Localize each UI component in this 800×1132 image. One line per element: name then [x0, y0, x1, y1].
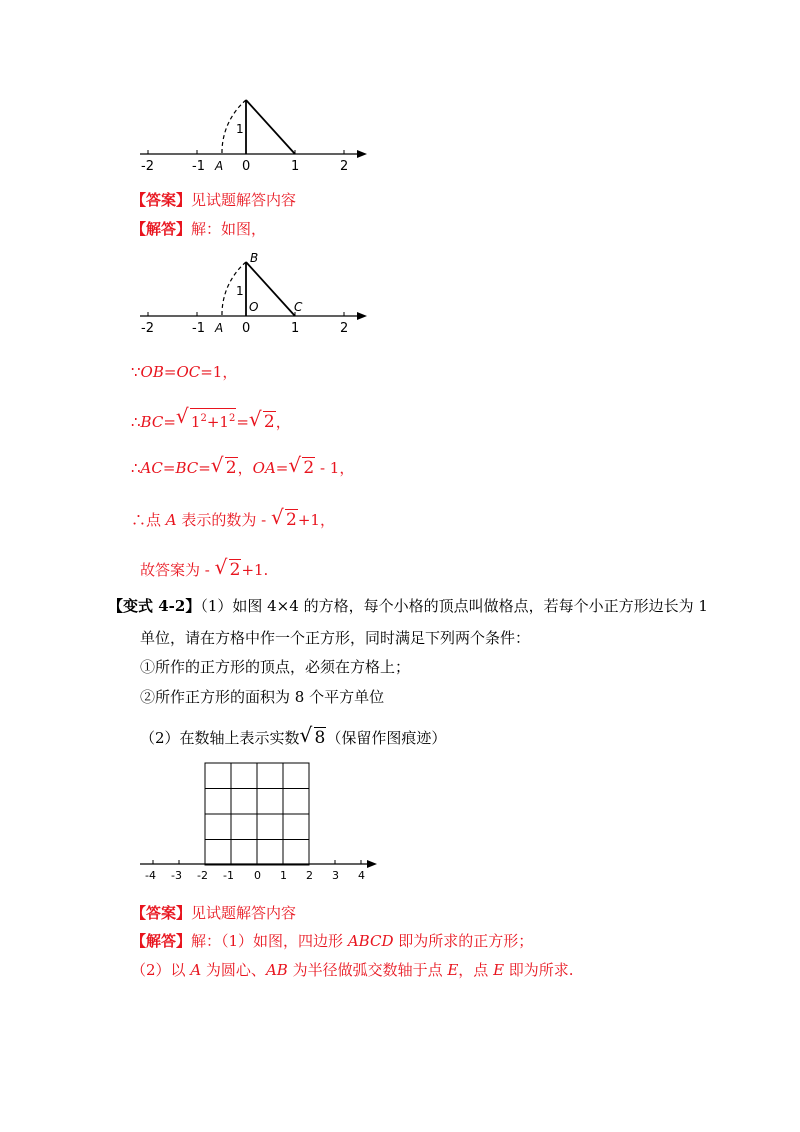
step-3: ∴AC=BC= √ 2，OA= √ 2 - 1， [131, 453, 355, 478]
tick-label: 1 [291, 321, 300, 336]
tick-label: -1 [192, 321, 205, 336]
sqrt-expression: √ 8 [299, 723, 326, 748]
variant-tag: 【变式 4-2】 [108, 597, 201, 615]
step-5: 故答案为 - √ 2+1. [140, 555, 269, 580]
answer-line-2 [131, 903, 296, 923]
point-c-label: C [294, 300, 303, 314]
variant-line-5: （2）在数轴上表示实数 √ 8（保留作图痕迹） [140, 723, 447, 748]
variant-line-2: 单位，请在方格中作一个正方形，同时满足下列两个条件： [140, 629, 531, 647]
tick-label: -2 [141, 159, 154, 174]
tick-label: 0 [242, 159, 251, 174]
solution-text: 解：如图， [191, 220, 267, 238]
tick-label: 2 [340, 321, 349, 336]
tick-label: -4 [145, 869, 156, 882]
answer-text: 见试题解答内容 [191, 904, 297, 922]
tick-label: A [215, 321, 224, 335]
tick-label: 4 [358, 869, 365, 882]
tick-label: 0 [254, 869, 261, 882]
answer-text: 见试题解答内容 [191, 191, 297, 209]
tick-label: -1 [223, 869, 234, 882]
height-label: 1 [236, 284, 244, 298]
solution-line-3: （2）以 A 为圆心、AB 为半径做弧交数轴于点 E，点 E 即为所求. [131, 961, 574, 979]
tick-label: 0 [242, 321, 251, 336]
step-1: ∵OB=OC=1， [131, 363, 238, 381]
answer-line-1 [131, 190, 296, 210]
height-label: 1 [236, 122, 244, 136]
solution-tag: 【解答】 [131, 220, 192, 238]
number-line-figure-1 [135, 95, 370, 175]
sqrt-expression: √ 2 [210, 453, 237, 478]
answer-tag: 【答案】 [131, 191, 192, 209]
sqrt-expression: √ $1^2+1^2$ [175, 404, 236, 431]
grid-number-line-figure [135, 760, 380, 885]
tick-label: 1 [280, 869, 287, 882]
solution-tag: 【解答】 [131, 932, 192, 950]
sqrt-expression: √ 2 [288, 453, 315, 478]
step-4: ∴点 A 表示的数为 - √ 2+1， [131, 505, 335, 530]
tick-label: -2 [197, 869, 208, 882]
variant-line-1: 【变式 4-2】（1）如图 4×4 的方格，每个小格的顶点叫做格点，若每个小正方形边长为 1 [108, 597, 708, 615]
solution-line-2: 【解答】解：（1）如图，四边形 ABCD 即为所求的正方形； [131, 932, 534, 950]
number-line-figure-2 [135, 250, 370, 338]
sqrt-expression: √ 2 [214, 555, 241, 580]
tick-label: 2 [340, 159, 349, 174]
tick-label: 1 [291, 159, 300, 174]
point-o-label: O [249, 300, 259, 314]
step-2: ∴BC= √ $1^2+1^2=$ √ 2， [131, 404, 291, 432]
sqrt-expression: √ 2 [248, 407, 275, 432]
tick-label: 2 [306, 869, 313, 882]
tick-label: A [215, 159, 224, 173]
point-b-label: B [250, 251, 259, 265]
sqrt-expression: √ 2 [271, 505, 297, 530]
tick-label: 3 [332, 869, 339, 882]
tick-label: -2 [141, 321, 154, 336]
tick-label: -3 [171, 869, 182, 882]
variant-line-3: ①所作的正方形的顶点，必须在方格上； [140, 658, 411, 676]
answer-tag: 【答案】 [131, 904, 192, 922]
solution-line-1 [131, 219, 266, 239]
tick-label: -1 [192, 159, 205, 174]
variant-line-4: ②所作正方形的面积为 8 个平方单位 [140, 688, 385, 706]
